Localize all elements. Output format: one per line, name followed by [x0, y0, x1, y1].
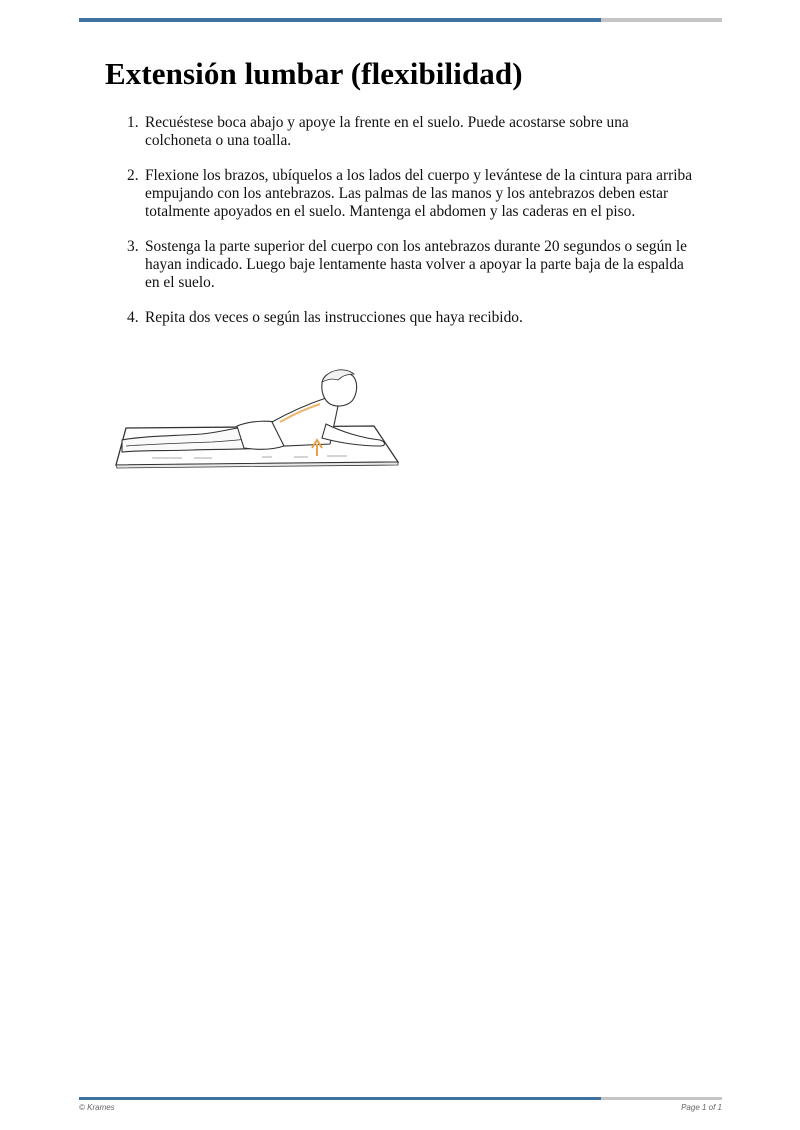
step-text: Flexione los brazos, ubíquelos a los lados del cuerpo y levántese de la cintura para arriba empujando con los antebrazos. Las palmas de las manos y los antebrazos deben estar totalmente apoyados en el suelo. Mantenga el abdomen y las caderas en el piso. [145, 167, 693, 220]
list-item [127, 309, 693, 327]
instruction-list [127, 114, 693, 344]
page-title: Extensión lumbar (flexibilidad) [105, 56, 523, 91]
header-rule [79, 18, 722, 22]
step-number: 4. [127, 309, 139, 326]
footer-rule-grey [601, 1097, 722, 1100]
header-rule-blue [79, 18, 601, 22]
step-text: Sostenga la parte superior del cuerpo con los antebrazos durante 20 segundos o según le hayan indicado. Luego baje lentamente hasta volver a apoyar la parte baja de la espalda en el suelo. [145, 238, 687, 291]
prone-press-up-figure [112, 366, 402, 470]
footer-rule-blue [79, 1097, 601, 1100]
footer-page-number: Page 1 of 1 [681, 1103, 722, 1112]
step-number: 2. [127, 167, 139, 184]
header-rule-grey [601, 18, 722, 22]
step-number: 1. [127, 114, 139, 131]
footer-copyright: © Krames [79, 1103, 115, 1112]
list-item [127, 238, 693, 292]
footer-rule [79, 1097, 722, 1100]
step-text: Repita dos veces o según las instrucciones que haya recibido. [145, 309, 523, 326]
step-text: Recuéstese boca abajo y apoye la frente en el suelo. Puede acostarse sobre una colchoneta o una toalla. [145, 114, 629, 149]
list-item [127, 114, 693, 150]
list-item [127, 167, 693, 221]
exercise-illustration [112, 366, 402, 470]
step-number: 3. [127, 238, 139, 255]
